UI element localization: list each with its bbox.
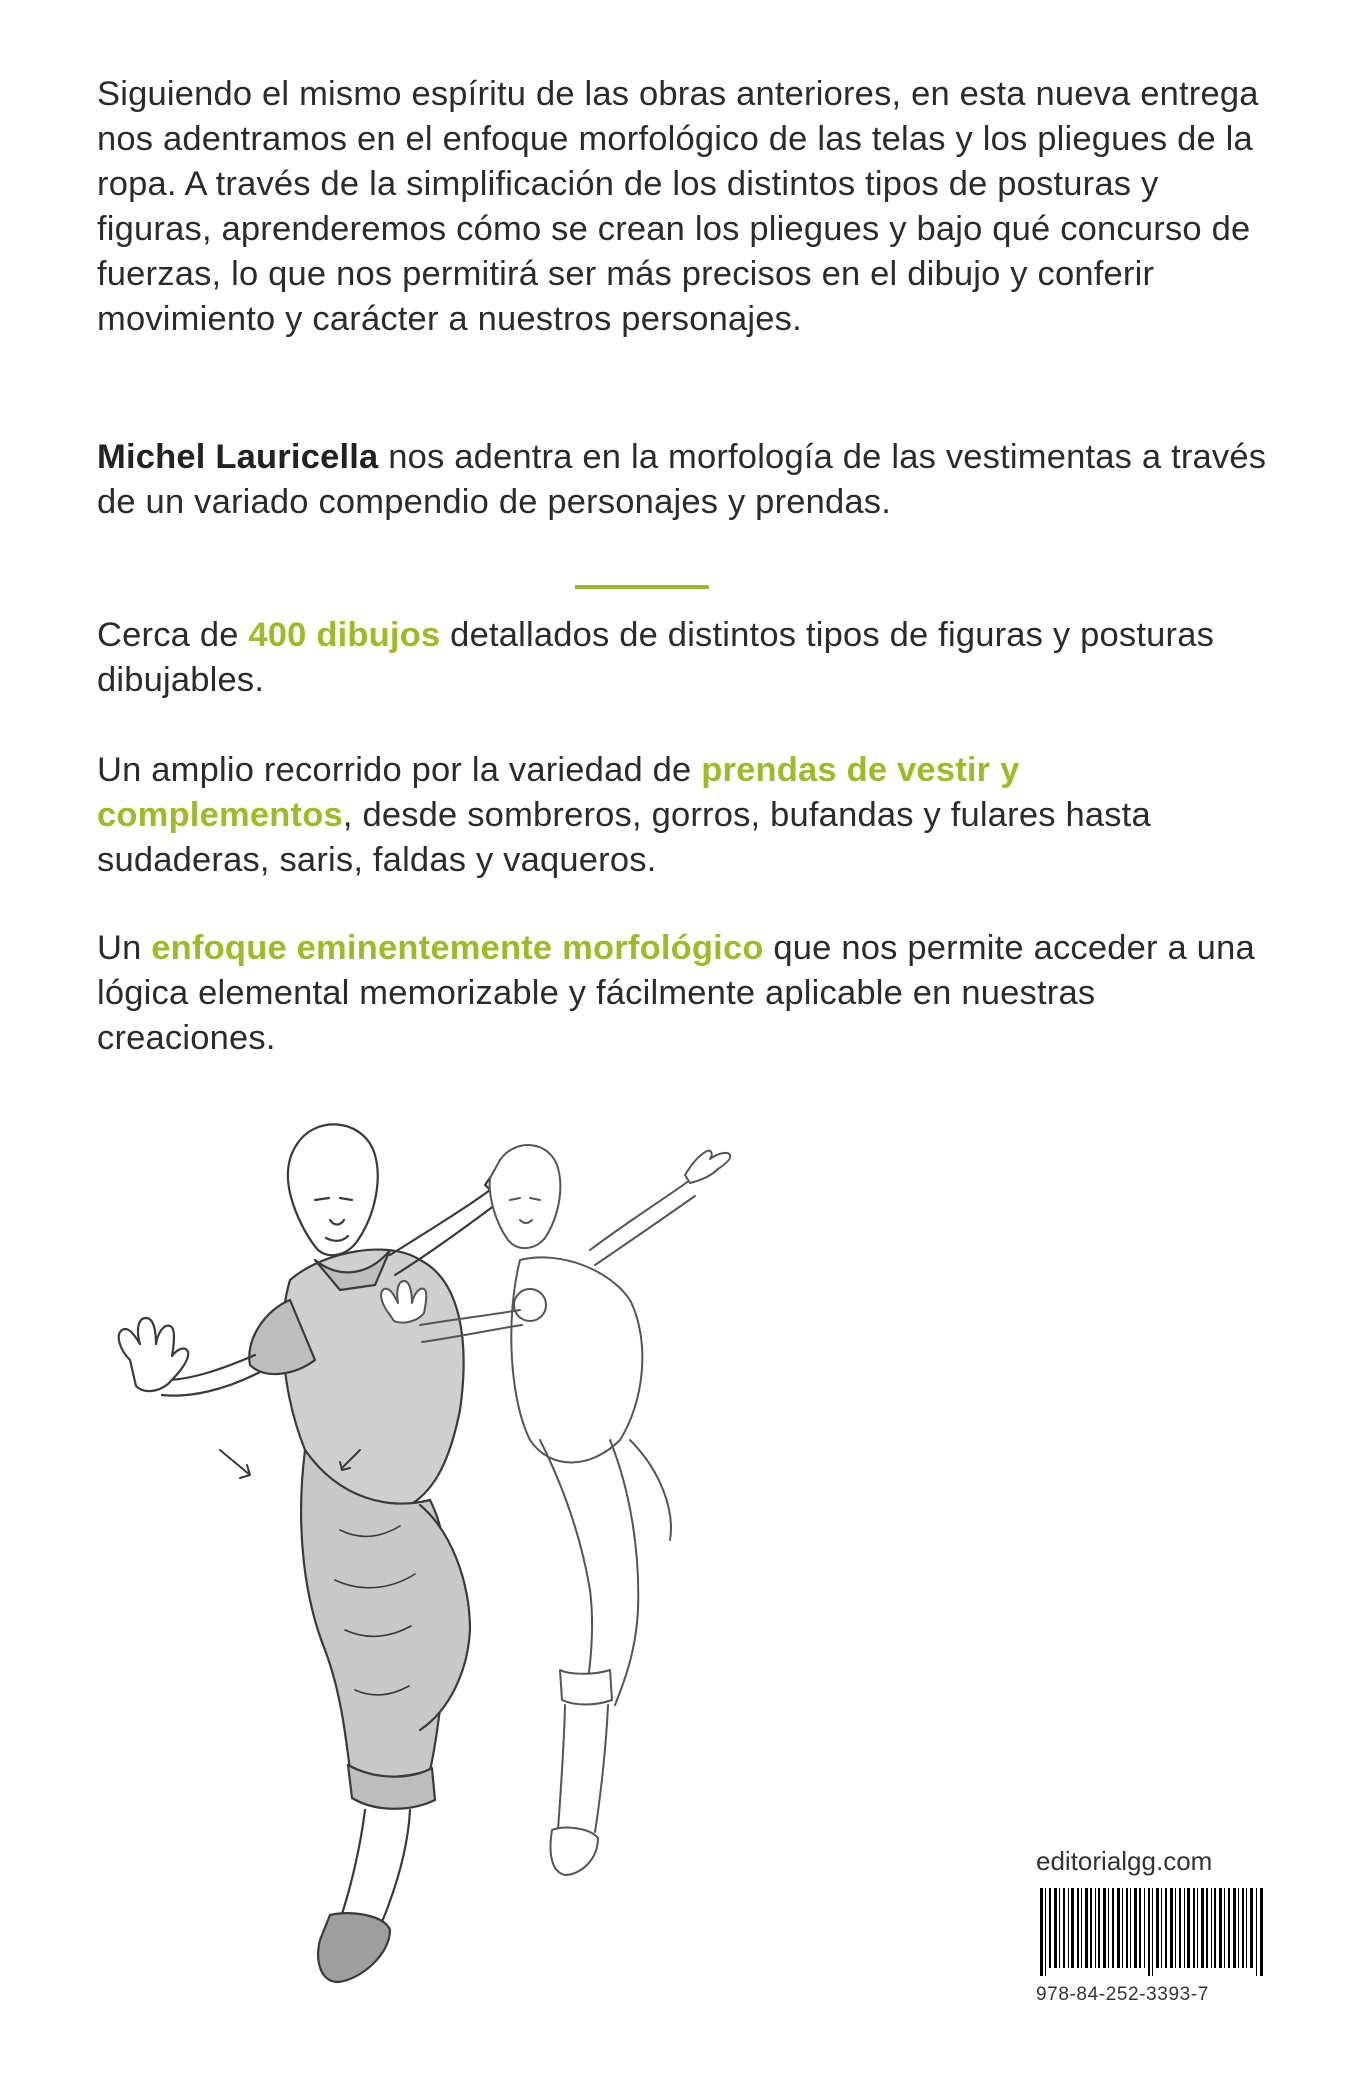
approach-highlight: enfoque eminentemente morfológico — [151, 929, 764, 967]
publisher-website: editorialgg.com — [1036, 1846, 1213, 1876]
garments-paragraph — [97, 748, 1277, 883]
approach-pre: Un — [97, 929, 152, 967]
author-text: nos adentra en la morfología de las vestimentas a través de un variado compendio de personajes y prendas. — [97, 438, 1267, 521]
garments-pre: Un amplio recorrido por la variedad de — [97, 751, 702, 789]
intro-paragraph: Siguiendo el mismo espíritu de las obras anteriores, en esta nueva entrega nos adentramos en el enfoque morfológico de las telas y los pliegues de la ropa. A través de la simplificación de los distintos tipos de posturas y figuras, aprenderemos cómo se crean los pliegues y bajo qué concurso de fuerzas, lo que nos permitirá ser más precisos en el dibujo y conferir movimiento y carácter a nuestros personajes. — [97, 75, 1259, 338]
drawings-pre: Cerca de — [97, 616, 249, 654]
drawings-post: detallados de distintos tipos de figuras y posturas dibujables. — [97, 616, 1215, 699]
barcode-icon — [1040, 1888, 1264, 1976]
figure-sketch-icon — [90, 1110, 990, 2040]
garments-post: , desde sombreros, gorros, bufandas y fulares hasta sudaderas, saris, faldas y vaqueros. — [97, 796, 1151, 879]
approach-paragraph — [97, 926, 1277, 1061]
author-paragraph — [97, 435, 1277, 525]
drawings-paragraph — [97, 613, 1277, 703]
drawings-highlight: 400 dibujos — [248, 616, 441, 654]
isbn-number: 978-84-252-3393-7 — [1036, 1984, 1209, 2005]
clothed-figure — [119, 1124, 544, 1982]
garments-highlight: prendas de vestir y complementos — [97, 751, 1020, 834]
accent-divider — [575, 585, 709, 589]
approach-post: que nos permite acceder a una lógica elemental memorizable y fácilmente aplicable en nuestras creaciones. — [97, 929, 1255, 1057]
author-name: Michel Lauricella — [97, 438, 379, 476]
